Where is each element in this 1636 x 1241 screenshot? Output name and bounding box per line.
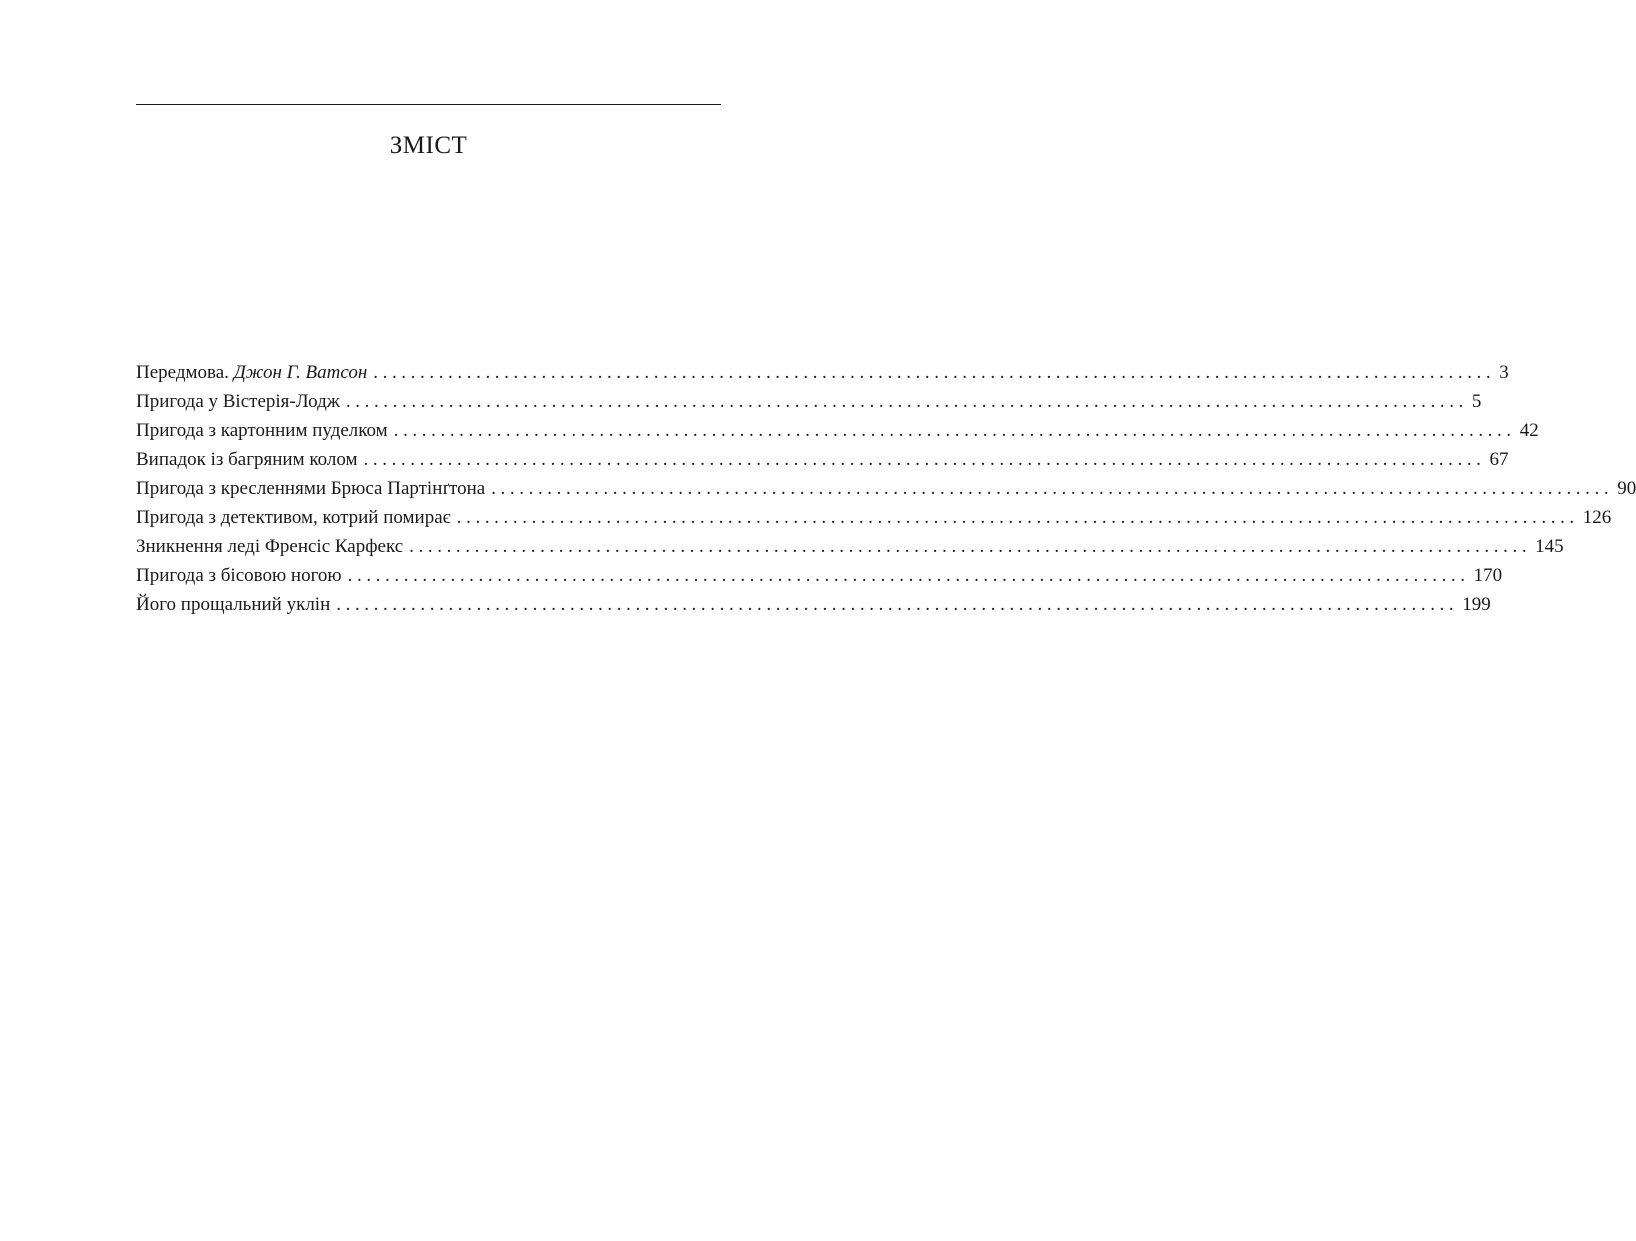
toc-entry-title: Пригода у Вістерія-Лодж	[136, 391, 340, 412]
toc-entry-title: Випадок із багряним колом	[136, 449, 358, 470]
toc-entry-page: 90	[1617, 478, 1636, 499]
toc-entry[interactable]	[136, 387, 1482, 416]
dot-leader: ........................................................................................................................	[345, 391, 1468, 412]
toc-entry-page: 199	[1462, 594, 1491, 615]
header-rule	[136, 104, 721, 105]
dot-leader: ........................................................................................................................	[363, 449, 1486, 470]
dot-leader: ........................................................................................................................	[373, 362, 1496, 383]
page-title: ЗМІСТ	[389, 132, 468, 159]
toc-entry-title: Пригода з картонним пуделком	[136, 420, 388, 441]
toc-entry-title: Передмова. Джон Г. Ватсон	[136, 362, 368, 383]
toc-entry[interactable]	[136, 416, 1539, 445]
toc-entry-page: 67	[1489, 449, 1509, 470]
toc-entry[interactable]	[136, 445, 1509, 474]
toc-entry[interactable]	[136, 474, 1636, 503]
toc-entry-author: Джон Г. Ватсон	[233, 362, 368, 383]
toc-entry[interactable]	[136, 358, 1509, 387]
toc-entry-page: 126	[1582, 507, 1612, 528]
dot-leader: ........................................................................................................................	[409, 536, 1532, 557]
toc-entry-page: 145	[1535, 536, 1564, 557]
toc-entry-title: Його прощальний уклін	[136, 594, 331, 615]
table-of-contents	[136, 358, 1636, 619]
dot-leader: ........................................................................................................................	[393, 420, 1516, 441]
toc-entry-title: Пригода з детективом, котрий помирає	[136, 507, 451, 528]
toc-entry-page: 170	[1473, 565, 1503, 586]
dot-leader: ........................................................................................................................	[347, 565, 1470, 586]
toc-entry-title: Пригода з бісовою ногою	[136, 565, 342, 586]
dot-leader: ........................................................................................................................	[456, 507, 1579, 528]
toc-entry-title: Пригода з кресленнями Брюса Партінґтона	[136, 478, 486, 499]
dot-leader: ........................................................................................................................	[336, 594, 1459, 615]
toc-entry-page: 3	[1499, 362, 1509, 383]
toc-entry-title: Зникнення леді Френсіс Карфекс	[136, 536, 404, 557]
toc-entry[interactable]	[136, 503, 1612, 532]
toc-entry-page: 42	[1519, 420, 1539, 441]
toc-entry[interactable]	[136, 561, 1503, 590]
toc-entry[interactable]	[136, 532, 1564, 561]
toc-entry-page: 5	[1471, 391, 1482, 412]
toc-entry[interactable]	[136, 590, 1491, 619]
dot-leader: ........................................................................................................................	[491, 478, 1614, 499]
